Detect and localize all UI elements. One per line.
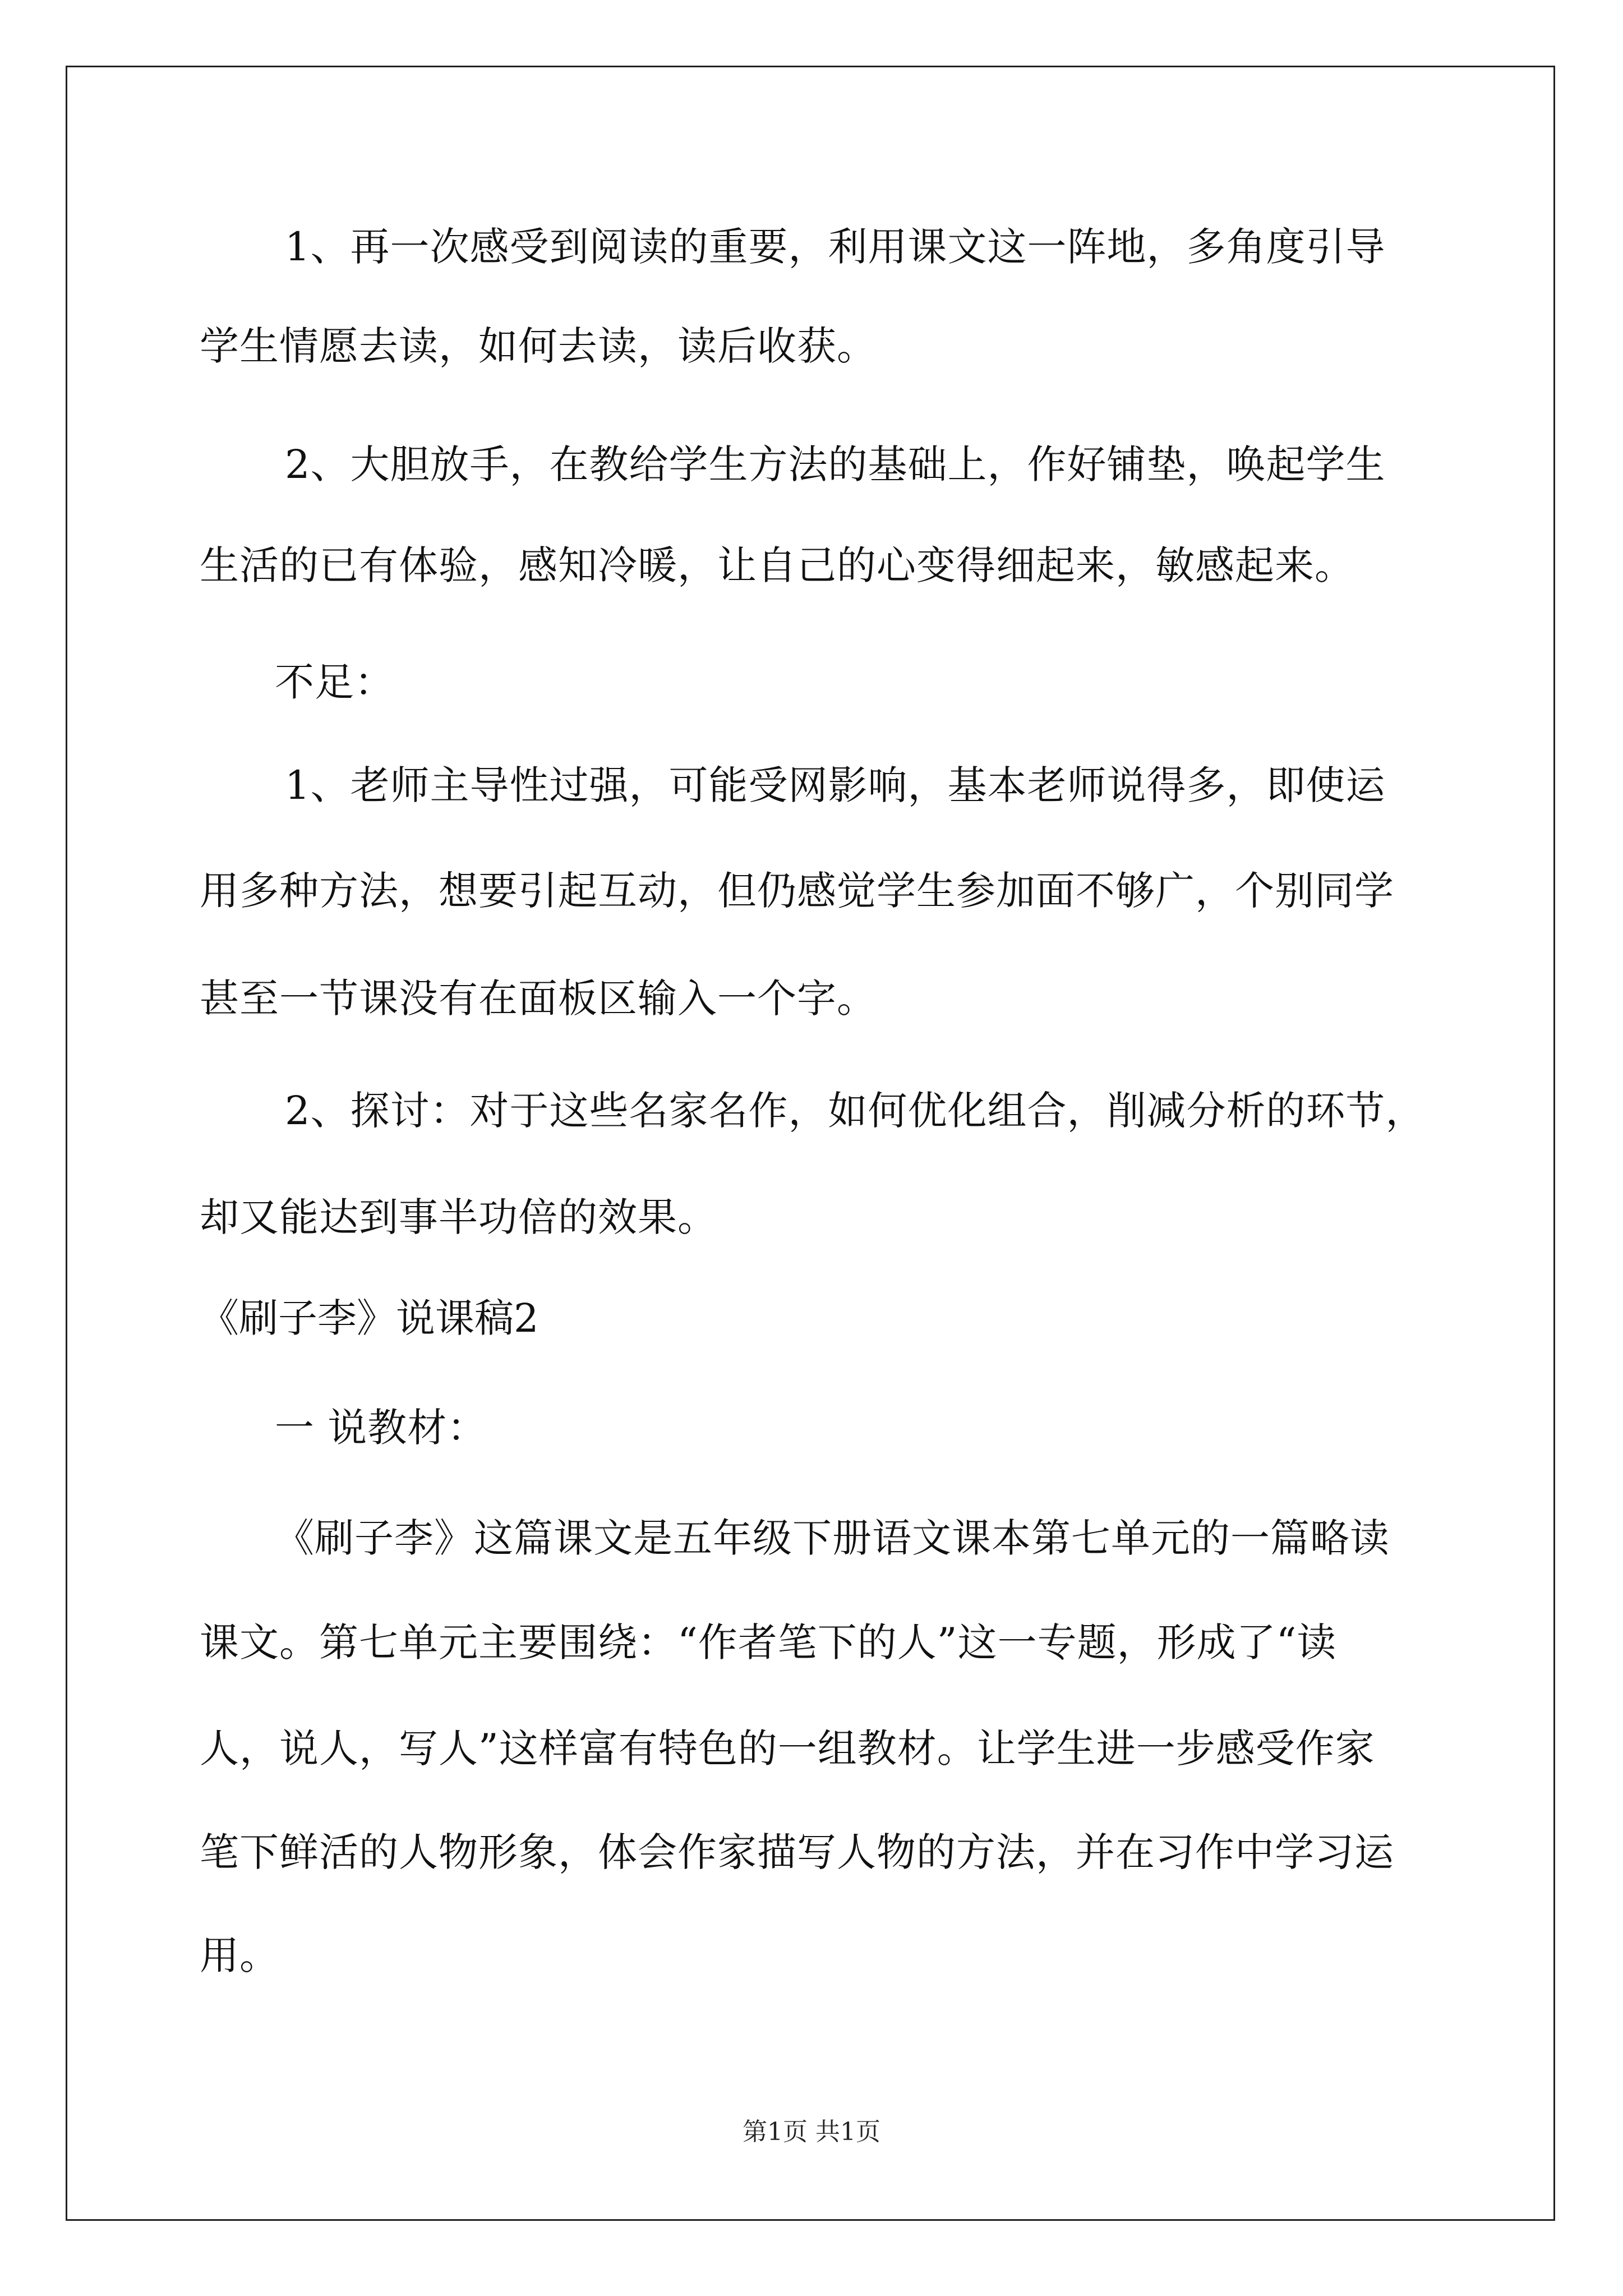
page-number-footer: 第1页 共1页 — [743, 2118, 880, 2146]
paragraph-line: 《刷子李》这篇课文是五年级下册语文课本第七单元的一篇略读 — [275, 1515, 1390, 1561]
paragraph-line: 人，说人，写人”这样富有特色的一组教材。让学生进一步感受作家 — [200, 1726, 1375, 1772]
paragraph-line: 甚至一节课没有在面板区输入一个字。 — [200, 976, 877, 1022]
paragraph-line: 学生情愿去读，如何去读，读后收获。 — [200, 323, 877, 369]
paragraph-line: 用多种方法，想要引起互动，但仍感觉学生参加面不够广，个别同学 — [200, 868, 1394, 914]
page-border — [66, 66, 1555, 2221]
subsection-heading: 一 说教材： — [275, 1405, 487, 1451]
paragraph-line: 却又能达到事半功倍的效果。 — [200, 1194, 717, 1240]
paragraph-line: 1、再一次感受到阅读的重要，利用课文这一阵地，多角度引导 — [285, 224, 1386, 270]
paragraph-line: 2、探讨：对于这些名家名作，如何优化组合，削减分析的环节， — [285, 1088, 1426, 1134]
paragraph-line: 生活的已有体验，感知冷暖，让自己的心变得细起来，敏感起来。 — [200, 542, 1354, 588]
section-label: 不足： — [275, 659, 394, 705]
paragraph-line: 课文。第七单元主要围绕：“作者笔下的人”这一专题，形成了“读 — [200, 1619, 1337, 1665]
section-heading: 《刷子李》说课稿2 — [200, 1295, 539, 1341]
paragraph-line: 2、大胆放手，在教给学生方法的基础上，作好铺垫，唤起学生 — [285, 441, 1386, 487]
paragraph-line: 用。 — [200, 1932, 279, 1978]
paragraph-line: 笔下鲜活的人物形象，体会作家描写人物的方法，并在习作中学习运 — [200, 1829, 1394, 1875]
paragraph-line: 1、老师主导性过强，可能受网影响，基本老师说得多，即使运 — [285, 762, 1386, 808]
